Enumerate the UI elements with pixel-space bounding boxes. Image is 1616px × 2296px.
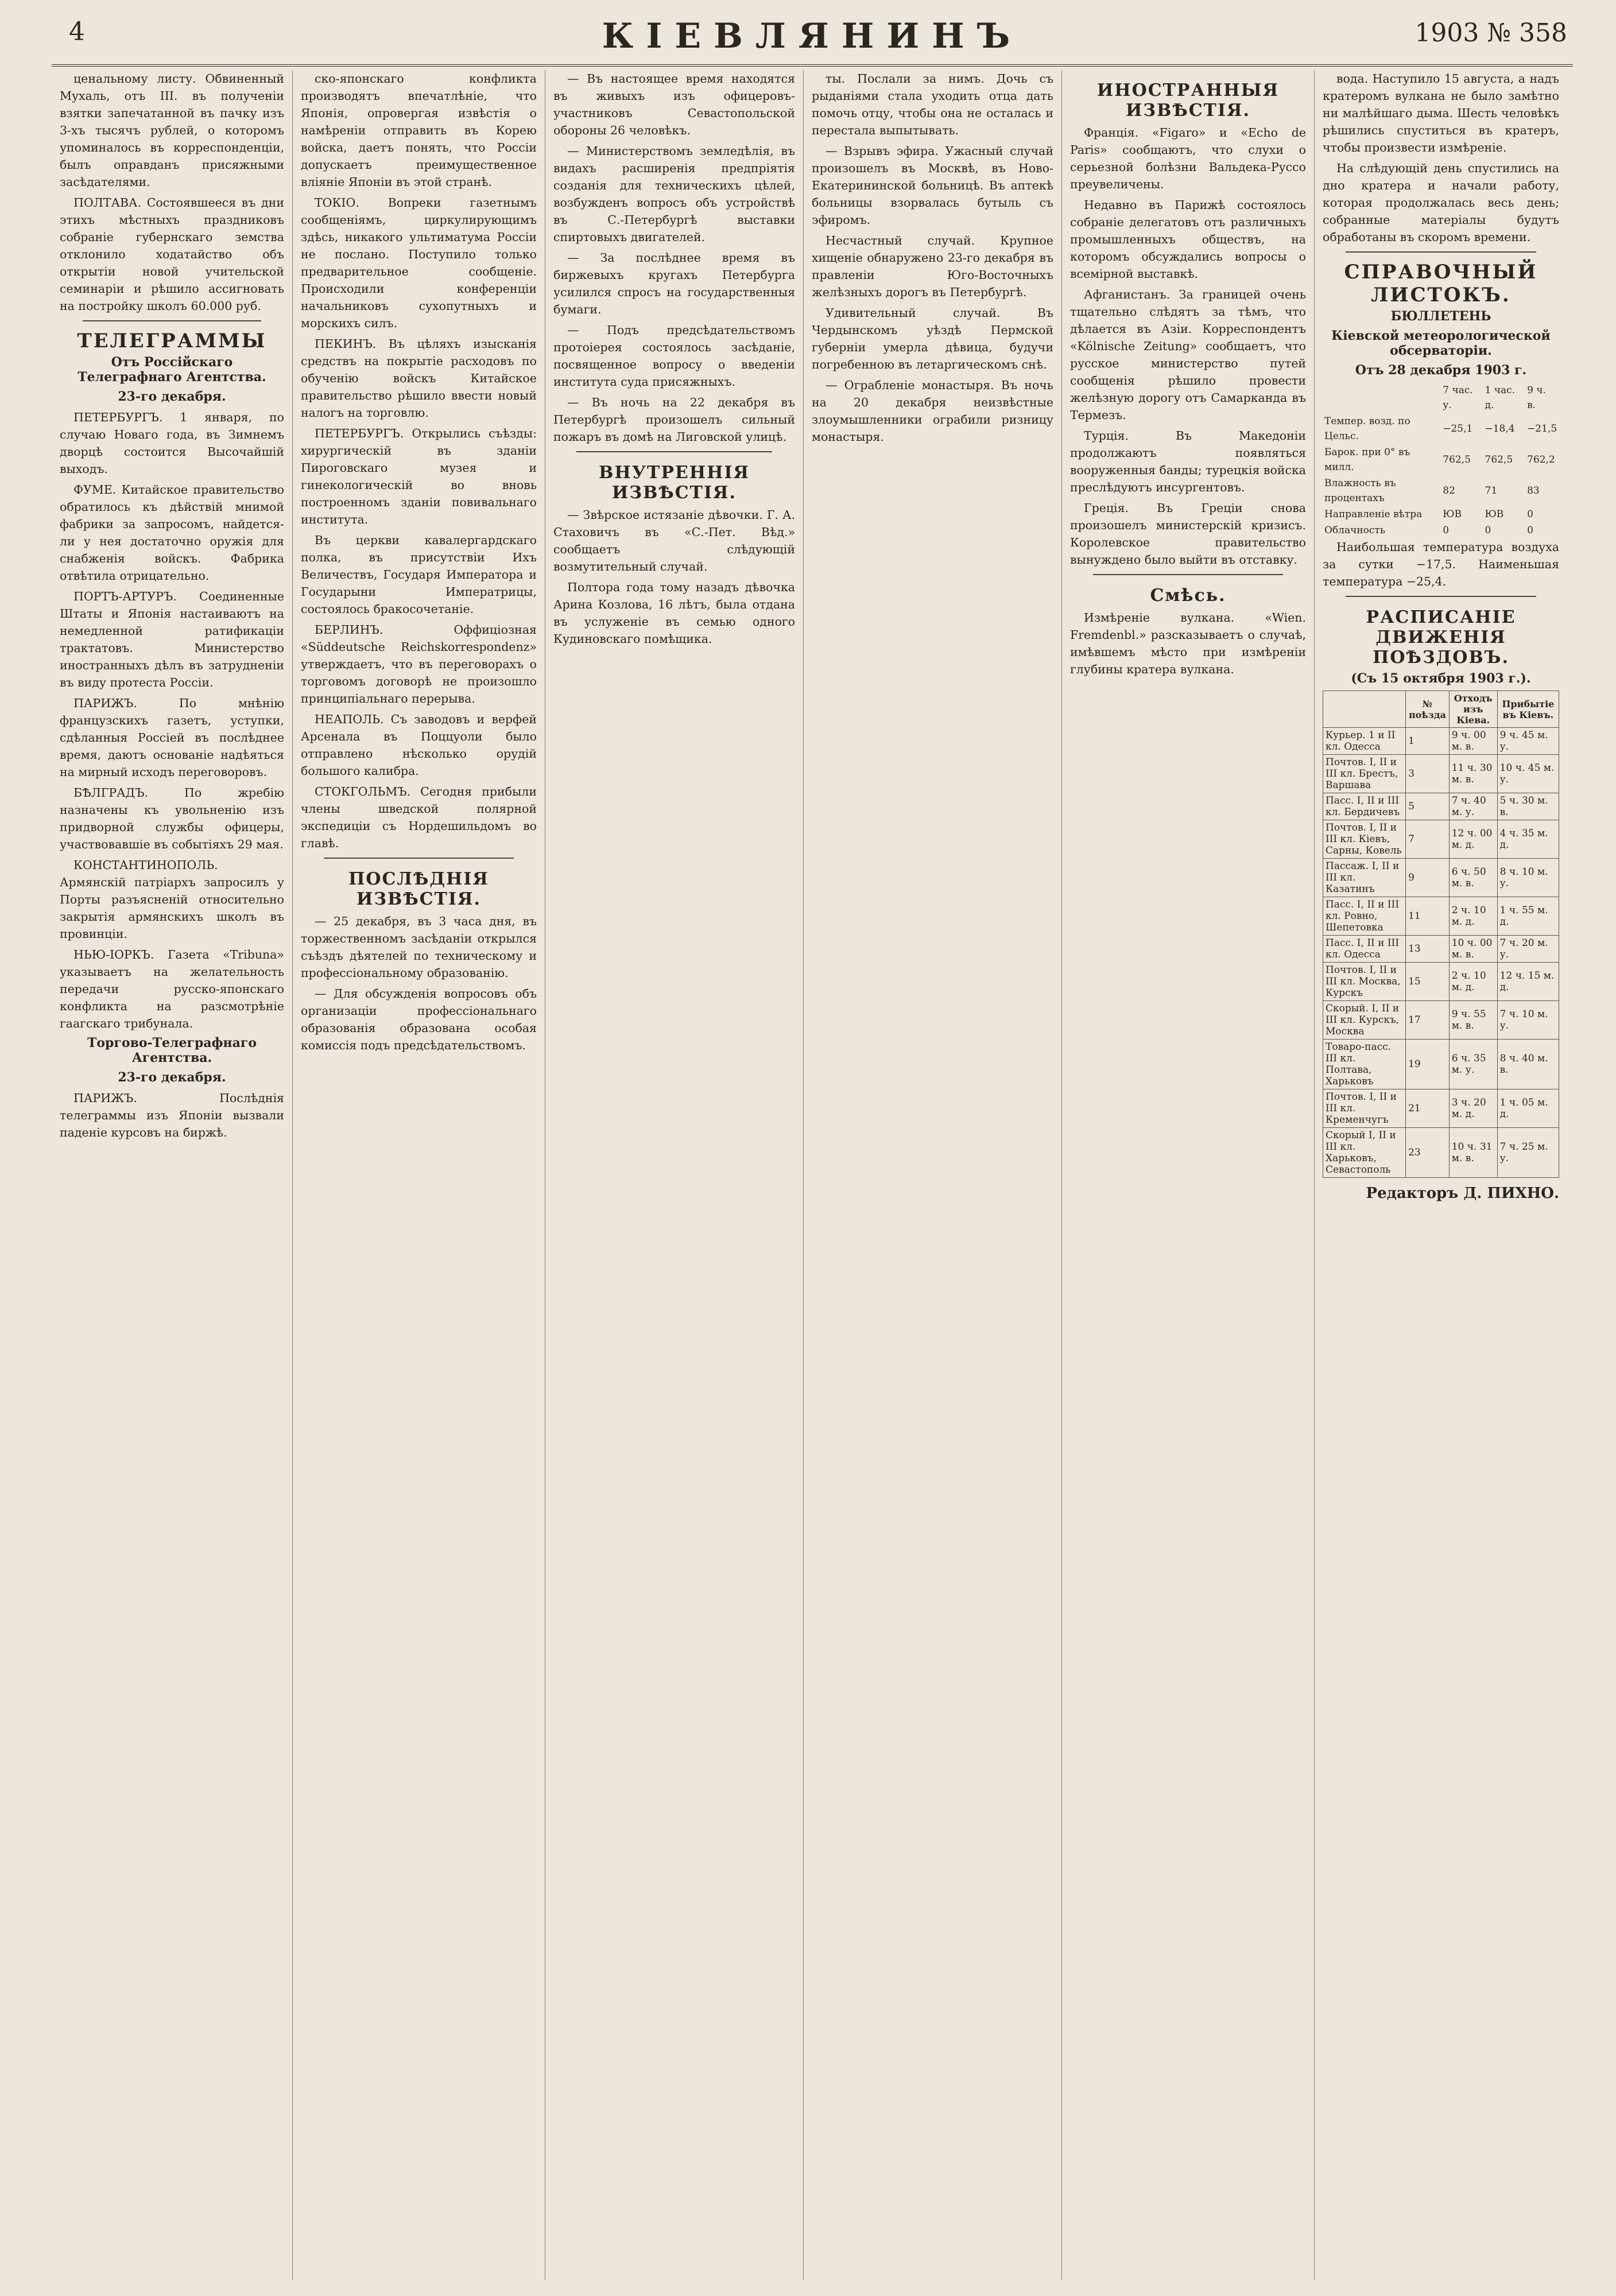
weather-note: Наибольшая температура воздуха за сутки −17,5. Наименьшая температура −25,4. (1323, 540, 1559, 588)
weather-cell: −18,4 (1485, 423, 1515, 435)
departure-time: 6 ч. 35 м. у. (1449, 1040, 1497, 1089)
weather-row (1323, 444, 1559, 475)
arrival-time: 4 ч. 35 м. д. (1497, 820, 1559, 859)
telegram-paragraph: ПАРИЖЪ. По мнѣнію французскихъ газетъ, уступки, сдѣланныя Россіей въ послѣднее время, даютъ основаніе надѣяться на мирный исходъ переговоровъ. (60, 696, 284, 779)
timetable-row (1323, 1001, 1559, 1040)
bulletin-title: БЮЛЛЕТЕНЬ (1390, 309, 1491, 324)
telegram-paragraph: КОНСТАНТИНОПОЛЬ. Армянскій патріархъ запросилъ у Порты разъясненій относительно закрытія армянскихъ школъ въ провинціи. (60, 858, 284, 941)
weather-cell: 0 (1485, 525, 1491, 536)
train-name: Пассаж. I, II и III кл. Казатинъ (1323, 859, 1406, 897)
arrival-time: 9 ч. 45 м. у. (1497, 728, 1559, 755)
section-heading-reference: СПРАВОЧНЫЙ ЛИСТОКЪ. (1344, 261, 1538, 307)
weather-cell: Темпер. возд. по Цельс. (1324, 416, 1410, 442)
departure-time: 11 ч. 30 м. в. (1449, 755, 1497, 793)
telegram-paragraph: ПЕТЕРБУРГЪ. 1 января, по случаю Новаго года, въ Зимнемъ дворцѣ состоится Высочайшій выходъ. (60, 410, 284, 476)
news-paragraph: Франція. «Figaro» и «Echo de Paris» сообщаютъ, что слухи о серьезной болѣзни Вальдека-Руссо преувеличены. (1070, 126, 1306, 191)
timetable-row (1323, 897, 1559, 936)
timetable-header-cell (1323, 691, 1406, 728)
telegram-paragraph: ПЕТЕРБУРГЪ. Открылись съѣзды: хирургическій въ зданіи Пироговскаго музея и гинекологическій во вновь построенномъ зданіи повивальнаго института. (301, 426, 537, 526)
weather-row (1323, 413, 1559, 444)
timetable-header-cell: № поѣзда (1406, 691, 1450, 728)
section-heading-foreign-news: ИНОСТРАННЫЯ ИЗВѢСТІЯ. (1096, 80, 1280, 121)
timetable-header-row (1323, 691, 1559, 728)
masthead (52, 11, 1573, 67)
issue-number: 1903 № 358 (1415, 18, 1567, 48)
weather-row (1323, 475, 1559, 506)
section-rule (576, 451, 772, 452)
weather-cell: 0 (1527, 509, 1533, 520)
train-name: Скорый I, II и III кл. Харьковъ, Севастополь (1323, 1128, 1406, 1178)
section-heading-telegrams: ТЕЛЕГРАММЫ (77, 329, 267, 352)
train-number: 7 (1406, 820, 1450, 859)
news-paragraph: — За послѣднее время въ биржевыхъ кругахъ Петербурга усилился спросъ на государственныя бумаги. (553, 251, 795, 316)
timetable-header-cell: Прибытіе въ Кіевъ. (1497, 691, 1559, 728)
section-heading-miscellany: Смѣсь. (1150, 585, 1226, 606)
telegram-paragraph: ПОРТЪ-АРТУРЪ. Соединенные Штаты и Японія настаиваютъ на немедленной ратификаціи трактатовъ. Министерство иностранныхъ дѣлъ въ затрудненіи въ виду протеста Россіи. (60, 589, 284, 689)
departure-time: 2 ч. 10 м. д. (1449, 897, 1497, 936)
departure-time: 9 ч. 00 м. в. (1449, 728, 1497, 755)
weather-cell: −21,5 (1527, 423, 1557, 435)
weather-row (1323, 522, 1559, 538)
telegram-paragraph: БѢЛГРАДЪ. По жребію назначены къ увольненію изъ придворной службы офицеры, участвовавшіе въ событіяхъ 29 мая. (60, 786, 284, 851)
weather-cell: ЮВ (1443, 509, 1462, 520)
section-subheading: Торгово-Телеграфнаго Агентства. (87, 1035, 257, 1065)
timetable-row (1323, 963, 1559, 1001)
weather-cell: Барок. при 0° въ милл. (1324, 447, 1410, 473)
section-heading-last-news: ПОСЛѢДНІЯ ИЗВѢСТІЯ. (348, 869, 489, 909)
newspaper-title: КІЕВЛЯНИНЪ (602, 16, 1023, 56)
weather-header-cell: 1 час. д. (1485, 385, 1516, 411)
news-paragraph: — 25 декабря, въ 3 часа дня, въ торжественномъ засѣданіи открылся съѣздъ дѣятелей по техническому и профессіональному образованію. (301, 914, 537, 980)
telegram-paragraph: НЬЮ-ІОРКЪ. Газета «Tribuna» указываетъ на желательность передачи русско-японскаго конфликта на разсмотрѣніе гаагскаго трибунала. (60, 948, 284, 1030)
weather-cell: Облачность (1324, 525, 1386, 536)
departure-time: 3 ч. 20 м. д. (1449, 1089, 1497, 1128)
timetable-row (1323, 1040, 1559, 1089)
timetable-row (1323, 728, 1559, 755)
telegram-paragraph: НЕАПОЛЬ. Съ заводовъ и верфей Арсенала въ Поццуоли было отправлено нѣсколько орудій большого калибра. (301, 712, 537, 778)
train-number: 15 (1406, 963, 1450, 1001)
news-paragraph: — Ограбленіе монастыря. Въ ночь на 20 декабря неизвѣстные злоумышленники ограбили ризницу монастыря. (812, 378, 1053, 444)
train-number: 13 (1406, 936, 1450, 963)
column-1 (52, 70, 293, 2280)
news-paragraph: — Въ настоящее время находятся въ живыхъ изъ офицеровъ-участниковъ Севастопольской обороны 26 человѣкъ. (553, 72, 795, 137)
weather-cell: 0 (1527, 525, 1533, 536)
column-3 (545, 70, 804, 2280)
arrival-time: 10 ч. 45 м. у. (1497, 755, 1559, 793)
train-name: Пасс. I, II и III кл. Одесса (1323, 936, 1406, 963)
arrival-time: 5 ч. 30 м. в. (1497, 793, 1559, 820)
weather-cell: −25,1 (1443, 423, 1473, 435)
news-paragraph: — Въ ночь на 22 декабря въ Петербургѣ произошелъ сильный пожаръ въ домѣ на Лиговской улицѣ. (553, 395, 795, 444)
arrival-time: 7 ч. 25 м. у. (1497, 1128, 1559, 1178)
news-paragraph: — Подъ предсѣдательствомъ протоіерея состоялось засѣданіе, посвященное вопросу о введеніи института суда присяжныхъ. (553, 323, 795, 389)
bulletin-date: Отъ 28 декабря 1903 г. (1355, 363, 1527, 378)
train-name: Пасс. I, II и III кл. Бердичевъ (1323, 793, 1406, 820)
column-4 (804, 70, 1062, 2280)
news-paragraph: Измѣреніе вулкана. «Wien. Fremdenbl.» разсказываетъ о случаѣ, имѣвшемъ мѣсто при измѣреніи глубины кратера вулкана. (1070, 611, 1306, 676)
timetable-row (1323, 1089, 1559, 1128)
weather-cell: 83 (1527, 485, 1540, 497)
column-2 (293, 70, 545, 2280)
weather-cell: 71 (1485, 485, 1498, 497)
article-paragraph: ценальному листу. Обвиненный Мухаль, отъ III. въ полученіи взятки запечатанной въ пачку изъ 3-хъ тысячъ рублей, о которомъ упоминалось въ корреспонденціи, былъ оправданъ присяжными засѣдателями. (60, 72, 284, 189)
weather-row (1323, 506, 1559, 522)
news-paragraph: Турція. Въ Македоніи продолжаютъ появляться вооруженныя банды; турецкія войска преслѣдуютъ инсургентовъ. (1070, 429, 1306, 494)
news-paragraph: ты. Послали за нимъ. Дочь съ рыданіями стала уходить отца дать помочь отцу, чтобы она не осталась и перестала выпытывать. (812, 72, 1053, 137)
train-name: Курьер. 1 и II кл. Одесса (1323, 728, 1406, 755)
section-date: 23-го декабря. (118, 1070, 226, 1085)
arrival-time: 8 ч. 10 м. у. (1497, 859, 1559, 897)
weather-header-row (1323, 382, 1559, 413)
train-number: 9 (1406, 859, 1450, 897)
weather-cell: 82 (1443, 485, 1455, 497)
arrival-time: 7 ч. 20 м. у. (1497, 936, 1559, 963)
departure-time: 6 ч. 50 м. в. (1449, 859, 1497, 897)
editor-signature: Редакторъ Д. ПИХНО. (1366, 1185, 1559, 1202)
weather-cell: 762,2 (1527, 454, 1555, 466)
train-number: 11 (1406, 897, 1450, 936)
section-rule (1346, 596, 1536, 597)
timetable-validity: (Съ 15 октября 1903 г.). (1351, 671, 1531, 686)
arrival-time: 7 ч. 10 м. у. (1497, 1001, 1559, 1040)
train-name: Скорый. I, II и III кл. Курскъ, Москва (1323, 1001, 1406, 1040)
train-number: 23 (1406, 1128, 1450, 1178)
timetable-row (1323, 859, 1559, 897)
arrival-time: 12 ч. 15 м. д. (1497, 963, 1559, 1001)
weather-cell: 0 (1443, 525, 1450, 536)
page-number: 4 (69, 17, 85, 46)
weather-cell: ЮВ (1485, 509, 1504, 520)
weather-header-cell: 9 ч. в. (1527, 385, 1546, 411)
train-number: 19 (1406, 1040, 1450, 1089)
news-paragraph: вода. Наступило 15 августа, а надъ кратеромъ вулкана не было замѣтно ни малѣйшаго дыма. Шесть человѣкъ рѣшились спуститься въ кратеръ, чтобы произвести измѣреніе. (1323, 72, 1559, 154)
news-paragraph: — Взрывъ эфира. Ужасный случай произошелъ въ Москвѣ, въ Ново-Екатерининской больницѣ. Въ аптекѣ больницы взорвалась бутыль съ эфиромъ. (812, 144, 1053, 227)
arrival-time: 1 ч. 05 м. д. (1497, 1089, 1559, 1128)
weather-cell: Направленіе вѣтра (1324, 509, 1423, 520)
timetable-header-cell: Отходъ изъ Кіева. (1449, 691, 1497, 728)
section-subheading: Отъ Россійскаго Телеграфнаго Агентства. (77, 355, 266, 385)
news-paragraph: — Для обсужденія вопросовъ объ организаціи профессіональнаго образованія образована особая комиссія подъ предсѣдательствомъ. (301, 987, 537, 1052)
timetable-row (1323, 1128, 1559, 1178)
bulletin-source: Кіевской метеорологической обсерваторіи. (1331, 328, 1551, 358)
departure-time: 10 ч. 00 м. в. (1449, 936, 1497, 963)
train-number: 21 (1406, 1089, 1450, 1128)
telegram-paragraph: ПАРИЖЪ. Послѣднія телеграммы изъ Японіи вызвали паденіе курсовъ на биржѣ. (60, 1091, 284, 1139)
section-rule (1093, 574, 1283, 575)
news-paragraph: Несчастный случай. Крупное хищеніе обнаружено 23-го декабря въ правленіи Юго-Восточныхъ желѣзныхъ дорогъ въ Петербургѣ. (812, 234, 1053, 299)
telegram-paragraph: ТОКІО. Вопреки газетнымъ сообщеніямъ, циркулирующимъ здѣсь, никакого ультиматума Россіи не послано. Поступило только предварительное сообщеніе. Происходили конференціи начальниковъ сухопутныхъ и морскихъ силъ. (301, 196, 537, 330)
train-name: Почтов. I, II и III кл. Брестъ, Варшава (1323, 755, 1406, 793)
timetable-row (1323, 820, 1559, 859)
telegram-paragraph: ФУМЕ. Китайское правительство обратилось къ дѣйствій мнимой фабрики за запросомъ, найдется-ли у нея достаточно оружія для снабженія войскъ. Фабрика отвѣтила отрицательно. (60, 483, 284, 583)
column-5 (1062, 70, 1315, 2280)
section-date: 23-го декабря. (118, 389, 226, 404)
arrival-time: 8 ч. 40 м. в. (1497, 1040, 1559, 1089)
section-heading-internal-news: ВНУТРЕННІЯ ИЗВѢСТІЯ. (599, 463, 750, 503)
train-name: Почтов. I, II и III кл. Москва, Курскъ (1323, 963, 1406, 1001)
timetable-row (1323, 793, 1559, 820)
section-rule (324, 858, 514, 859)
section-heading-timetable: РАСПИСАНІЕ ДВИЖЕНІЯ ПОѢЗДОВЪ. (1366, 607, 1516, 668)
departure-time: 12 ч. 00 м. д. (1449, 820, 1497, 859)
column-6 (1315, 70, 1567, 2280)
news-paragraph: — Министерствомъ земледѣлія, въ видахъ расширенія предпріятія созданія для техническихъ цѣлей, возбужденъ вопросъ объ устройствѣ въ С.-Петербургѣ выставки спиртовыхъ двигателей. (553, 144, 795, 244)
departure-time: 9 ч. 55 м. в. (1449, 1001, 1497, 1040)
train-number: 17 (1406, 1001, 1450, 1040)
section-rule (83, 320, 261, 321)
telegram-paragraph: ПЕКИНЪ. Въ цѣляхъ изысканія средствъ на покрытіе расходовъ по обученію войскъ Китайское правительство рѣшило ввести новый налогъ на торговлю. (301, 337, 537, 420)
train-name: Пасс. I, II и III кл. Ровно, Шепетовка (1323, 897, 1406, 936)
train-timetable (1323, 691, 1559, 1178)
weather-cell: 762,5 (1485, 454, 1513, 466)
train-name: Товаро-пасс. III кл. Полтава, Харьковъ (1323, 1040, 1406, 1089)
timetable-row (1323, 755, 1559, 793)
weather-cell: Влажность въ процентахъ (1324, 478, 1396, 504)
train-number: 3 (1406, 755, 1450, 793)
telegram-paragraph: ско-японскаго конфликта производятъ впечатлѣніе, что Японія, опровергая извѣстія о намѣреніи отправить въ Корею войска, даетъ понять, что Россіи допускаетъ преимущественное вліяніе Японіи въ этой странѣ. (301, 72, 537, 189)
article-paragraph: ПОЛТАВА. Состоявшееся въ дни этихъ мѣстныхъ праздниковъ собраніе губернскаго земства отклонило ходатайство объ открытіи новой учительской семинаріи и рѣшило ассигновать на постройку школъ 60.000 руб. (60, 196, 284, 313)
weather-table (1323, 382, 1559, 538)
news-paragraph: Полтора года тому назадъ дѣвочка Арина Козлова, 16 лѣтъ, была отдана въ услуженіе въ семью одного Кудиновскаго помѣщика. (553, 580, 795, 646)
telegram-paragraph: БЕРЛИНЪ. Оффиціозная «Süddeutsche Reichskorrespondenz» утверждаетъ, что въ переговорахъ о торговомъ договорѣ не произошло принципіальнаго перерыва. (301, 623, 537, 705)
news-paragraph: Греція. Въ Греціи снова произошелъ министерскій кризисъ. Королевское правительство вынуждено было выйти въ отставку. (1070, 501, 1306, 567)
news-paragraph: На слѣдующій день спустились на дно кратера и начали работу, которая продолжалась весь день; собранные матеріалы будутъ обработаны въ скоромъ времени. (1323, 161, 1559, 244)
train-number: 5 (1406, 793, 1450, 820)
weather-bulletin (1323, 382, 1559, 590)
train-name: Почтов. I, II и III кл. Кременчугъ (1323, 1089, 1406, 1128)
news-paragraph: — Звѣрское истязаніе дѣвочки. Г. А. Стаховичъ въ «С.-Пет. Вѣд.» сообщаетъ слѣдующій возмутительный случай. (553, 508, 795, 573)
timetable-row (1323, 936, 1559, 963)
departure-time: 7 ч. 40 м. у. (1449, 793, 1497, 820)
train-number: 1 (1406, 728, 1450, 755)
section-rule (1346, 251, 1536, 253)
weather-header-cell (1323, 382, 1441, 413)
news-paragraph: Удивительный случай. Въ Чердынскомъ уѣздѣ Пермской губерніи умерла дѣвица, будучи погребенною въ летаргическомъ снѣ. (812, 306, 1053, 371)
arrival-time: 1 ч. 55 м. д. (1497, 897, 1559, 936)
weather-header-cell: 7 час. у. (1443, 385, 1473, 411)
news-paragraph: Афганистанъ. За границей очень тщательно слѣдятъ за тѣмъ, что дѣлается въ Азіи. Корреспондентъ «Kölnische Zeitung» сообщаетъ, что русское министерство путей сообщенія рѣшило провести желѣзную дорогу отъ Самарканда въ Термезъ. (1070, 288, 1306, 422)
telegram-paragraph: СТОКГОЛЬМЪ. Сегодня прибыли члены шведской полярной экспедиціи съ Нордешильдомъ во главѣ. (301, 785, 537, 850)
news-paragraph: Недавно въ Парижѣ состоялось собраніе делегатовъ отъ различныхъ промышленныхъ обществъ, на которомъ обсуждались вопросы о всемірной выставкѣ. (1070, 198, 1306, 281)
departure-time: 2 ч. 10 м. д. (1449, 963, 1497, 1001)
telegram-paragraph: Въ церкви кавалергардскаго полка, въ присутствіи Ихъ Величествъ, Государя Императора и Государыни Императрицы, состоялось бракосочетаніе. (301, 533, 537, 616)
weather-cell: 762,5 (1443, 454, 1471, 466)
departure-time: 10 ч. 31 м. в. (1449, 1128, 1497, 1178)
train-name: Почтов. I, II и III кл. Кіевъ, Сарны, Ковель (1323, 820, 1406, 859)
